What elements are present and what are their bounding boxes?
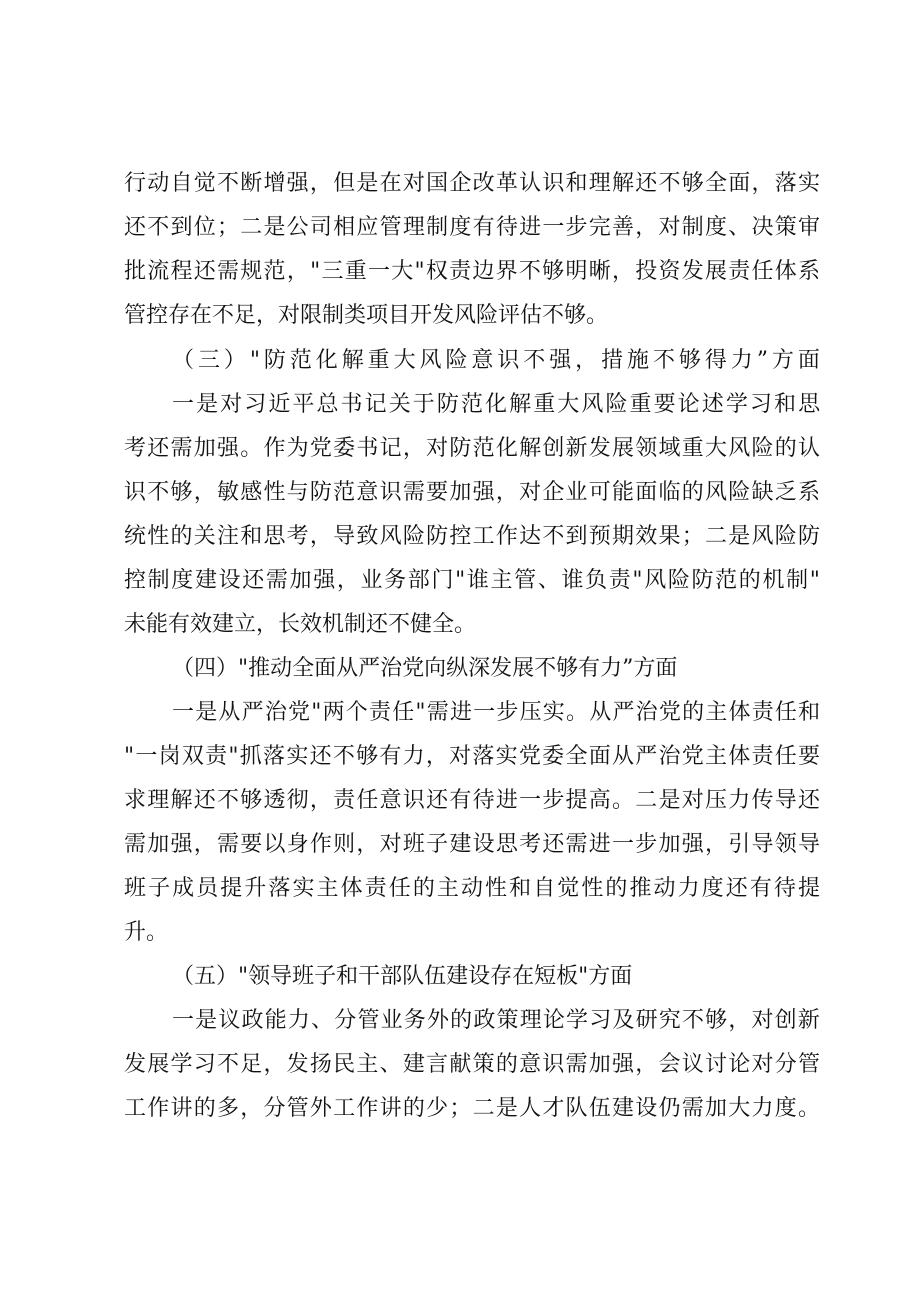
- text-line: [0, 735, 920, 779]
- text-line: [0, 823, 920, 867]
- section-heading: [0, 955, 920, 999]
- text-line: [0, 427, 920, 471]
- text-line: [0, 911, 920, 955]
- text-line: [0, 1087, 920, 1131]
- line-text: 工作讲的多，分管外工作讲的少；二是人才队伍建设仍需加大力度。: [124, 1096, 822, 1121]
- text-line: [0, 471, 920, 515]
- line-text: 升。: [124, 920, 169, 945]
- text-line: [0, 559, 920, 603]
- line-text: 需加强，需要以身作则，对班子建设思考还需进一步加强，引导领导: [124, 832, 822, 857]
- text-line: [0, 603, 920, 647]
- line-text: 一是从严治党"两个责任"需进一步压实。从严治党的主体责任和: [172, 700, 822, 725]
- line-text: 未能有效建立，长效机制还不健全。: [124, 612, 477, 637]
- line-text: 求理解还不够透彻，责任意识还有待进一步提高。二是对压力传导还: [124, 788, 822, 813]
- text-line: [0, 162, 920, 206]
- line-text: 批流程还需规范，"三重一大"权责边界不够明晰，投资发展责任体系: [124, 259, 822, 284]
- text-line: [0, 691, 920, 735]
- text-line: [0, 206, 920, 250]
- line-text: 控制度建设还需加强，业务部门"谁主管、谁负责"风险防范的机制": [124, 568, 822, 593]
- section-heading: [0, 647, 920, 691]
- text-line: [0, 294, 920, 338]
- line-text: "一岗双责"抓落实还不够有力，对落实党委全面从严治党主体责任要: [124, 744, 822, 769]
- heading-text: （四）"推动全面从严治党向纵深发展不够有力”方面: [172, 656, 678, 681]
- text-line: [0, 779, 920, 823]
- text-line: [0, 1043, 920, 1087]
- heading-text: （三）"防范化解重大风险意识不强，措施不够得力”方面: [172, 348, 824, 373]
- heading-text: （五）"领导班子和干部队伍建设存在短板"方面: [172, 964, 633, 989]
- text-line: [0, 867, 920, 911]
- line-text: 还不到位；二是公司相应管理制度有待进一步完善，对制度、决策审: [124, 215, 822, 240]
- line-text: 一是议政能力、分管业务外的政策理论学习及研究不够，对创新: [172, 1008, 822, 1033]
- line-text: 考还需加强。作为党委书记，对防范化解创新发展领域重大风险的认: [124, 436, 822, 461]
- line-text: 统性的关注和思考，导致风险防控工作达不到预期效果；二是风险防: [124, 524, 822, 549]
- line-text: 管控存在不足，对限制类项目开发风险评估不够。: [124, 303, 609, 328]
- line-text: 行动自觉不断增强，但是在对国企改革认识和理解还不够全面，落实: [124, 171, 822, 196]
- line-text: 班子成员提升落实主体责任的主动性和自觉性的推动力度还有待提: [124, 876, 823, 901]
- line-text: 识不够，敏感性与防范意识需要加强，对企业可能面临的风险缺乏系: [124, 480, 822, 505]
- text-line: [0, 515, 920, 559]
- section-heading: [0, 339, 920, 383]
- text-line: [0, 383, 920, 427]
- line-text: 发展学习不足，发扬民主、建言献策的意识需加强，会议讨论对分管: [124, 1052, 822, 1077]
- text-line: [0, 999, 920, 1043]
- line-text: 一是对习近平总书记关于防范化解重大风险重要论述学习和思: [172, 392, 823, 417]
- text-line: [0, 250, 920, 294]
